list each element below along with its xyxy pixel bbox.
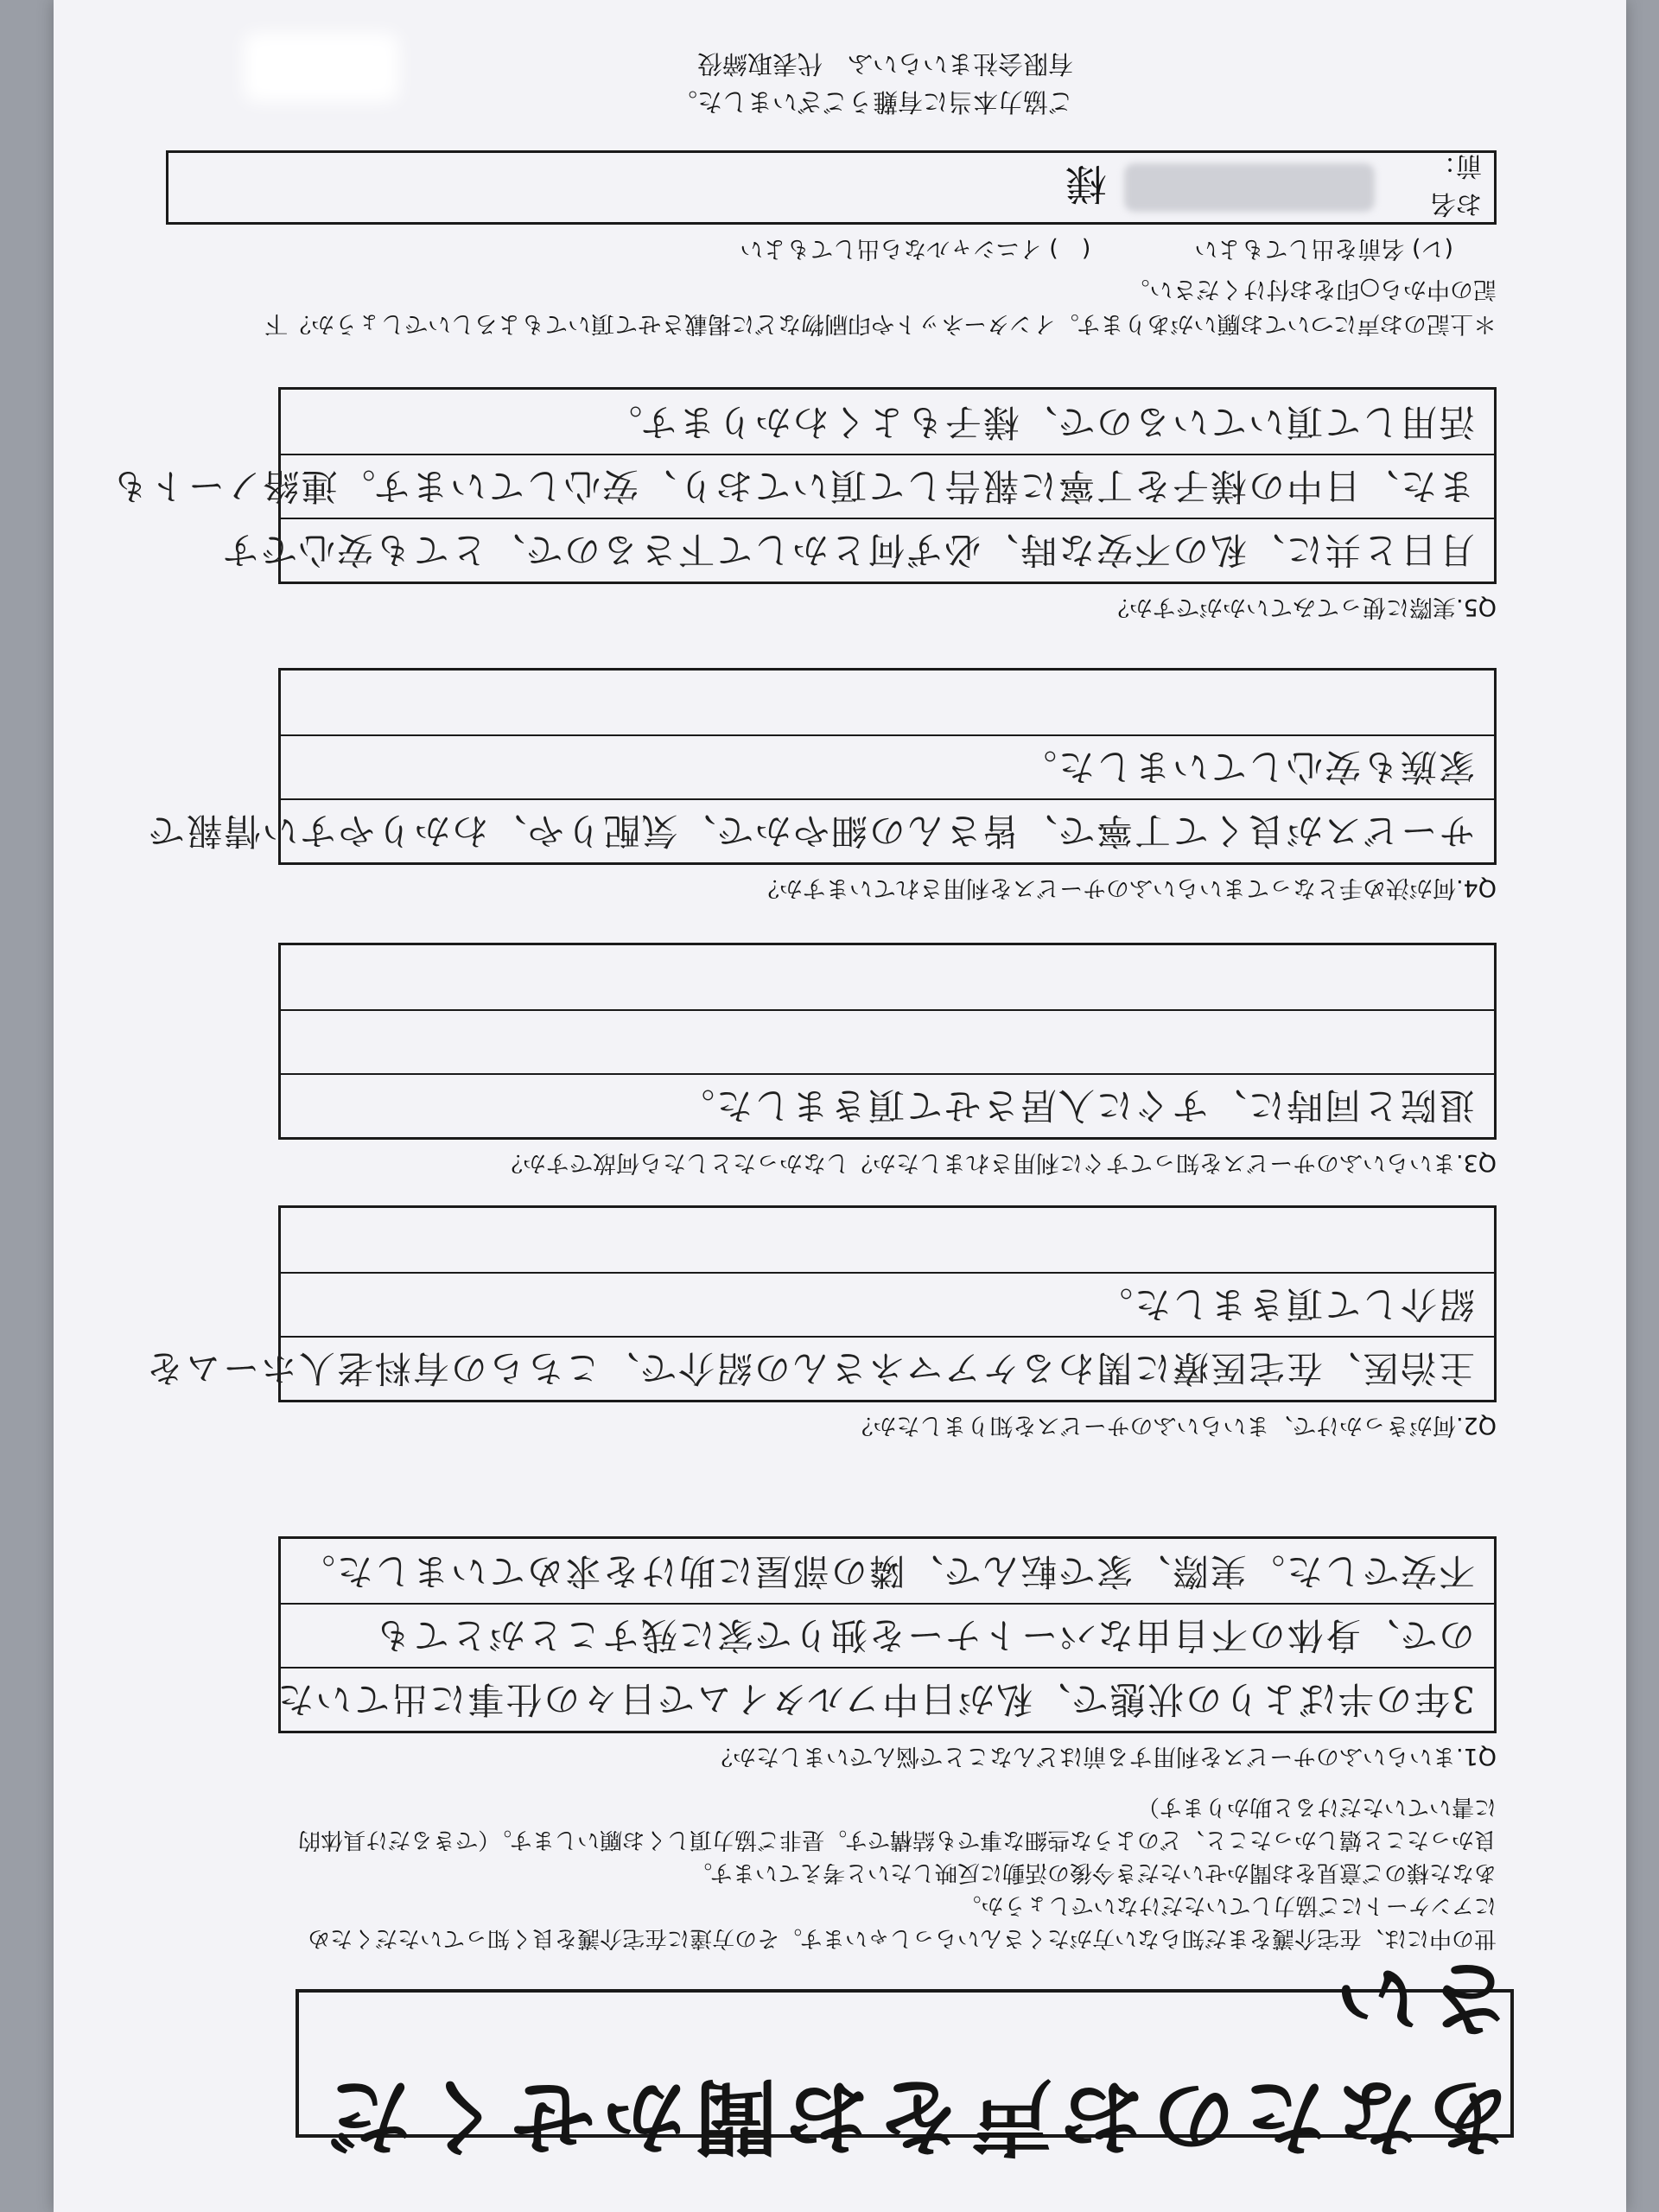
thanks-message: ご協力本当に有難うございました。 xyxy=(671,87,1073,117)
answer-2-line-3 xyxy=(281,1208,1494,1272)
name-honorific: 様 xyxy=(1065,159,1107,208)
intro-text: 世の中には、在宅介護をまだ知らない方がたくさんいらっしゃいます。その方達に在宅介護を良く知っていただくためにアンケートにご協力していただけないでしょうか。 あなた様のご意見をお聞かせいただき今後の活動に反映したいと考えています。 良かったこと嬉しかったこと、どのような些細な事でも結構です。是非ご協力頂しくお願いします。（できるだけ具体的に書いていただけると助かります） xyxy=(298,1794,1497,1951)
answer-box-5 xyxy=(110,387,1497,584)
answer-box-3 xyxy=(278,943,1497,1140)
question-3-label: Q3.まいらいふのサービスを知ってすぐに利用されましたか？しなかったとしたら何故ですか？ xyxy=(499,1149,1497,1176)
company-signature: 有限会社まいらいふ 代表取締役 xyxy=(696,49,1073,79)
answer-2-line-1: 主治医、在宅医療に関わるケアマネさんの紹介で、こちらの有料老人ホームを xyxy=(281,1336,1494,1400)
answer-3-line-2 xyxy=(281,1009,1494,1073)
consent-option-name-ok: (レ) 名前を出してもよい xyxy=(1194,235,1453,262)
answer-1-line-2: ので、身体の不自由なパートナーを独りで家に残すことがとても xyxy=(281,1603,1494,1667)
consent-options xyxy=(330,234,1453,268)
page-title: あなたのお声をお聞かせください xyxy=(320,1949,1510,2164)
answer-box-2 xyxy=(144,1205,1497,1402)
answer-1-line-1: 3年の半ばよりの状態で、私が日中フルタイムで日々の仕事に出ていた xyxy=(281,1667,1494,1731)
document-sheet xyxy=(54,0,1626,2212)
answer-4-line-3 xyxy=(281,671,1494,734)
answer-4-line-2: 家族も安心していました。 xyxy=(281,734,1494,798)
question-2-label: Q2.何がきっかけで、まいらいふのサービスを知りましたか？ xyxy=(849,1412,1497,1439)
question-4-label: Q4.何が決め手となってまいらいふのサービスを利用されていますか？ xyxy=(755,874,1497,901)
answer-5-line-2: また、日中の様子を丁寧に報告して頂いており、安心しています。連絡ノートも xyxy=(281,454,1494,518)
answer-5-line-1: 月日と共に、私の不安な時、必ず何とかして下さるので、とても安心です xyxy=(281,518,1494,582)
consent-option-initials-ok: ( ) イニシャルなら出してもよい xyxy=(740,235,1091,262)
redacted-name xyxy=(1124,163,1375,212)
answer-1-line-3: 不安でした。実際、家で転んで、隣の部屋に助けを求めていました。 xyxy=(296,1550,1475,1592)
question-1-label: Q1.まいらいふのサービスを利用する前はどんなことで悩んでいましたか？ xyxy=(709,1743,1497,1770)
answer-box-1 xyxy=(278,1536,1497,1733)
answer-3-line-1: 退院と同時に、すぐに入居させて頂きました。 xyxy=(281,1073,1494,1137)
answer-3-line-3 xyxy=(281,945,1494,1009)
thanks-block xyxy=(555,45,1073,121)
publication-consent-note: ＊上記のお声についてお願いがあります。インターネットや印刷物などに掲載させて頂いてもよろしいでしょうか？下記の中から○印をお付けください。 xyxy=(264,276,1497,337)
question-5-label: Q5.実際に使ってみていかがですか？ xyxy=(1105,594,1497,620)
answer-4-line-1: サービスが良くて丁寧で、皆さんの細やかで、気配りや、わかりやすい情報で xyxy=(281,798,1494,862)
answer-2-line-2: 紹介して頂きました。 xyxy=(281,1272,1494,1336)
name-box xyxy=(166,150,1497,225)
answer-box-4 xyxy=(146,668,1497,865)
name-label: お名前： xyxy=(1430,150,1482,219)
title-box xyxy=(296,1949,1514,2164)
answer-5-line-3: 活用して頂いているので、様子もよくわかります。 xyxy=(604,401,1475,443)
redacted-stamp xyxy=(244,33,399,102)
